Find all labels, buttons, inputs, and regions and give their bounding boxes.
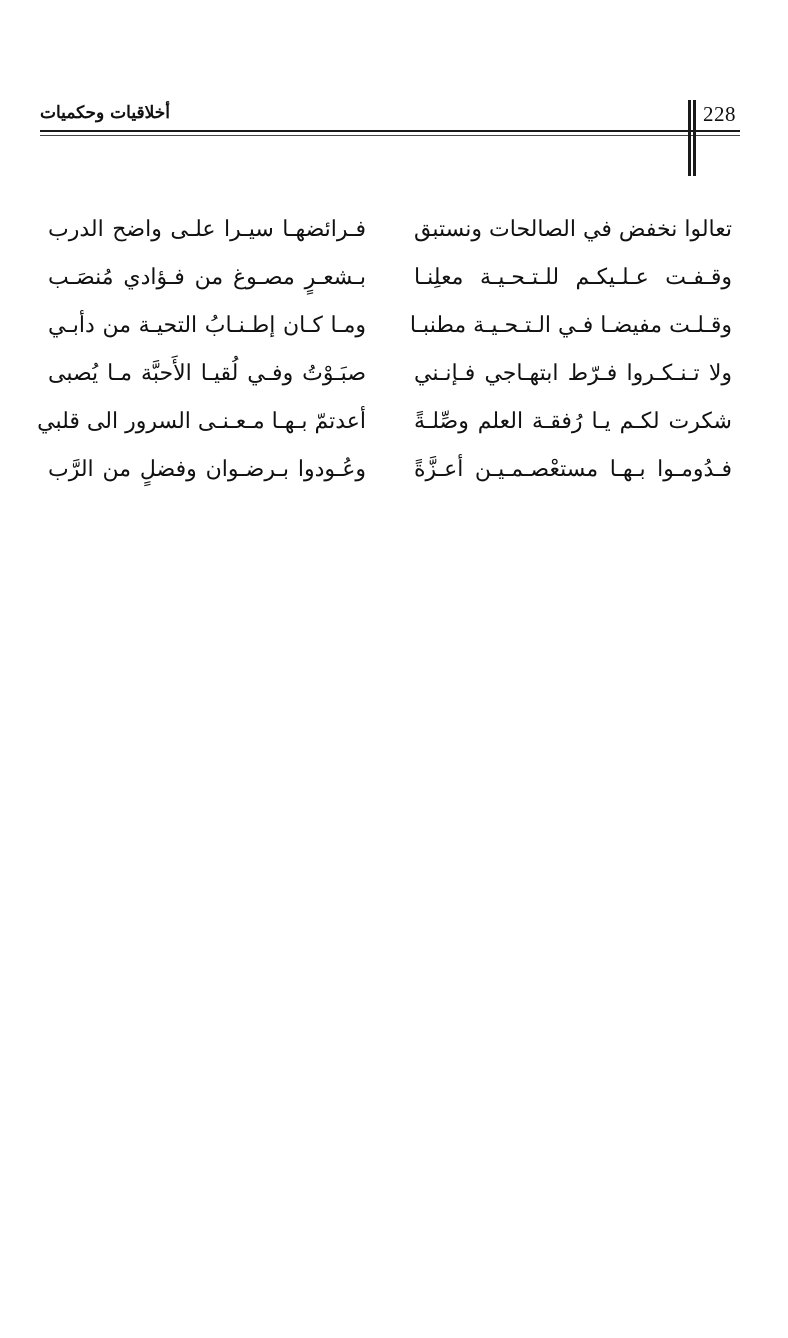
page-number: 228 [703, 102, 736, 126]
verse-second-hemistich: صبَـوْتُ وفـي لُقيـا الأَحبَّة مـا يُصبى [48, 361, 366, 386]
header-rule [40, 130, 740, 132]
verse-first-hemistich: ولا تـنـكـروا فـرّط ابتهـاجي فـإنـني [414, 361, 732, 386]
verse-second-hemistich: أعدتمّ بـهـا مـعـنـى السرور الى قلبي [37, 409, 366, 434]
verse-first-hemistich: تعالوا نخفض في الصالحات ونستبق [414, 217, 732, 242]
verse [40, 309, 740, 357]
verse-first-hemistich: وقـلـت مفيضـا فـي الـتـحـيـة مطنبـا [409, 313, 732, 338]
header-rule-thin [40, 135, 740, 136]
verse [37, 405, 740, 453]
running-title: أخلاقيات وحكميات [40, 103, 170, 123]
verse-second-hemistich: ومـا كـان إطـنـابُ التحيـة من دأبـي [48, 313, 366, 338]
verse-first-hemistich: شكرت لكـم يـا رُفقـة العلم وصِّلـةً [414, 409, 732, 434]
page-number-divider-2 [693, 100, 696, 176]
page-header [40, 100, 740, 140]
verse [40, 357, 740, 405]
verse-second-hemistich: فـرائضهـا سيـرا علـى واضح الدرب [48, 217, 366, 242]
page-number-divider [688, 100, 691, 176]
verse [40, 453, 740, 501]
verse-first-hemistich: فـدُومـوا بـهـا مستعْصـمـيـن أعـزَّةً [414, 457, 732, 482]
verse [40, 261, 740, 309]
verse [40, 213, 740, 261]
verse-second-hemistich: وعُـودوا بـرضـوان وفضلٍ من الرَّب [48, 457, 366, 482]
verse-second-hemistich: بـشعـرٍ مصـوغ من فـؤادي مُنصَـب [48, 265, 366, 290]
verse-first-hemistich: وقـفـت عـلـيكـم للـتـحـيـة معلِنـا [414, 265, 732, 290]
poem [37, 213, 740, 501]
